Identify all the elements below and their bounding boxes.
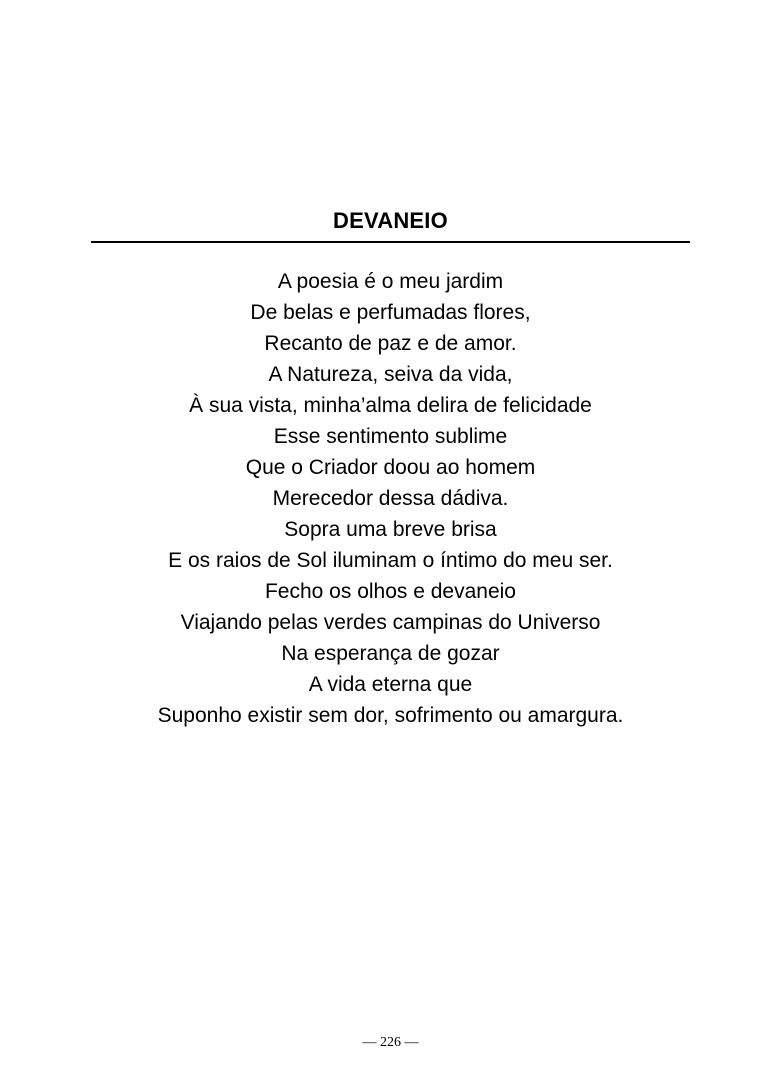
poem-line: Merecedor dessa dádiva. [272,487,509,510]
poem-line: De belas e perfumadas flores, [250,301,531,324]
poem-line: Fecho os olhos e devaneio [264,580,516,603]
poem-line: A vida eterna que [308,673,473,696]
poem-line: Recanto de paz e de amor. [264,332,517,355]
poem-line: A poesia é o meu jardim [277,270,504,293]
poem-line: Esse sentimento sublime [273,425,508,448]
poem-line: Que o Criador doou ao homem [245,456,536,479]
title-divider [91,241,690,243]
poem-line: À sua vista, minha’alma delira de felicidade [189,394,592,417]
poem-body [0,266,763,731]
poem-title: DEVANEIO [333,208,448,233]
poem-line: A Natureza, seiva da vida, [268,363,513,386]
poem-line: Na esperança de gozar [281,642,500,665]
page-number: — 226 — [362,1035,419,1050]
poem-line: Viajando pelas verdes campinas do Universo [180,611,601,634]
poem-line: Sopra uma breve brisa [284,518,497,541]
poem-line: E os raios de Sol iluminam o íntimo do meu ser. [168,549,613,572]
poem-line: Suponho existir sem dor, sofrimento ou amargura. [157,704,624,727]
